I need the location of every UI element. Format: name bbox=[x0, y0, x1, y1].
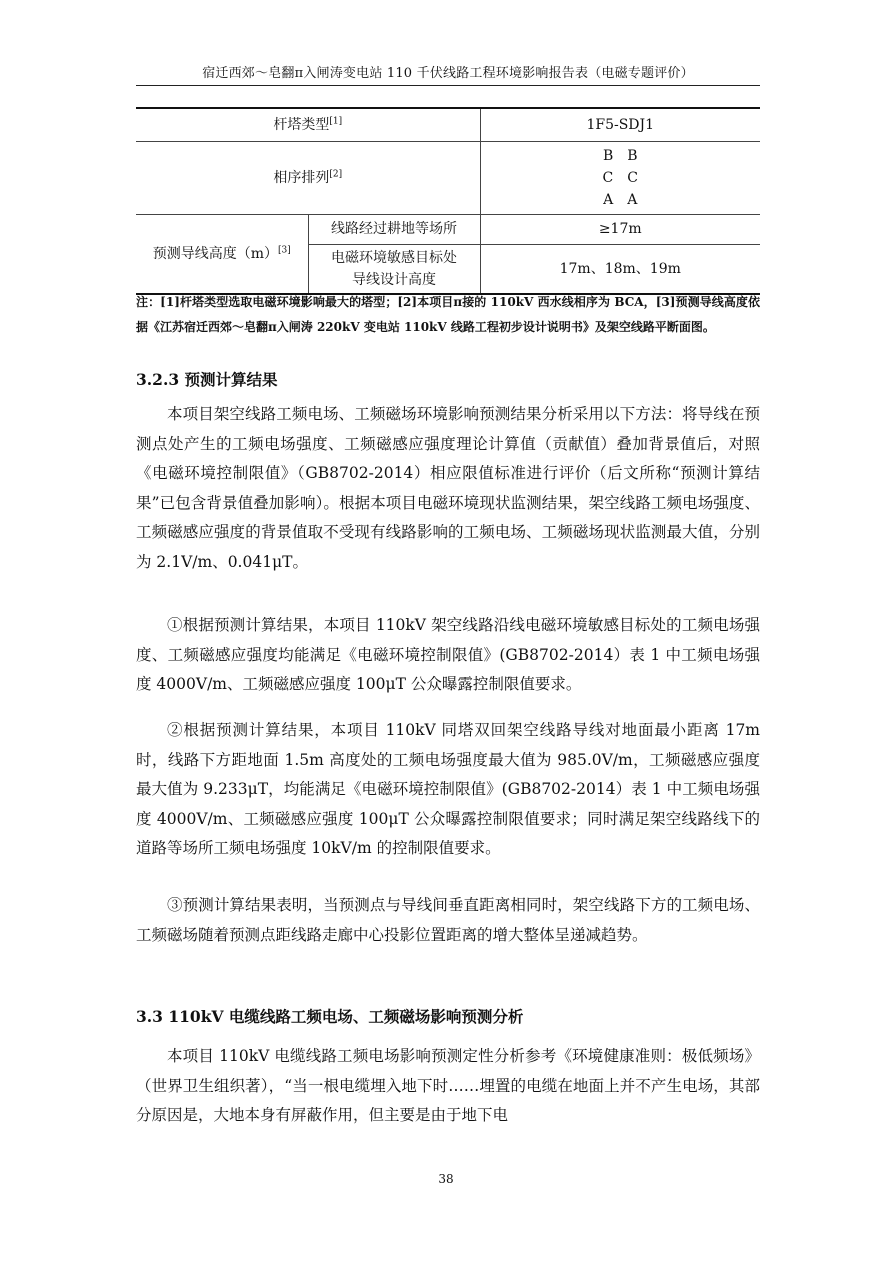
section-heading-3-2-3: 3.2.3 预测计算结果 bbox=[136, 370, 278, 389]
tower-type-label: 杆塔类型 bbox=[273, 116, 330, 133]
section-heading-3-3: 3.3 110kV 电缆线路工频电场、工频磁场影响预测分析 bbox=[136, 1007, 524, 1026]
table-row bbox=[136, 214, 760, 244]
table-row bbox=[136, 108, 760, 141]
conductor-height-label-cell bbox=[136, 214, 308, 294]
table-row bbox=[136, 141, 760, 214]
farmland-label: 线路经过耕地等场所 bbox=[308, 214, 480, 244]
page-header: 宿迁西郊～皂翻π入闸涛变电站 110 千伏线路工程环境影响报告表（电磁专题评价） bbox=[136, 62, 760, 86]
phase-row: A A bbox=[603, 191, 638, 208]
sensitive-target-value: 17m、18m、19m bbox=[480, 244, 760, 294]
tower-parameter-table bbox=[136, 107, 760, 295]
footnote-mark: [1] bbox=[329, 116, 343, 127]
phase-row: C C bbox=[602, 169, 638, 186]
sensitive-target-label bbox=[308, 244, 480, 294]
paragraph: ①根据预测计算结果，本项目 110kV 架空线路沿线电磁环境敏感目标处的工频电场强度、工频磁感应强度均能满足《电磁环境控制限值》(GB8702-2014）表 1 中工频电场强度 4000V/m、工频磁感应强度 100μT 公众曝露控制限值要求。 bbox=[136, 616, 760, 693]
footnote-mark: [2] bbox=[329, 168, 343, 179]
paragraph: ②根据预测计算结果，本项目 110kV 同塔双回架空线路导线对地面最小距离 17m 时，线路下方距地面 1.5m 高度处的工频电场强度最大值为 985.0V/m，工频磁感应强度最大值为 9.233μT，均能满足《电磁环境控制限值》(GB8702-2014）表 1 中工频电场强度 4000V/m、工频磁感应强度 100μT 公众曝露控制限值要求；同时满足架空线路线下的道路等场所工频电场强度 10kV/m 的控制限值要求。 bbox=[136, 721, 760, 857]
phase-row: B B bbox=[602, 147, 638, 164]
phase-sequence-value bbox=[480, 141, 760, 214]
tower-type-value: 1F5-SDJ1 bbox=[480, 108, 760, 141]
footnote-mark: [3] bbox=[278, 245, 291, 256]
label-line: 电磁环境敏感目标处 bbox=[331, 249, 457, 266]
paragraph: ③预测计算结果表明，当预测点与导线间垂直距离相同时，架空线路下方的工频电场、工频磁场随着预测点距线路走廊中心投影位置距离的增大整体呈递减趋势。 bbox=[136, 896, 760, 944]
tower-type-label-cell bbox=[136, 108, 480, 141]
phase-sequence-label: 相序排列 bbox=[273, 169, 330, 186]
conductor-height-label: 预测导线高度（m） bbox=[152, 245, 279, 262]
label-line: 导线设计高度 bbox=[352, 271, 436, 288]
page-number: 38 bbox=[438, 1172, 454, 1186]
farmland-value: ≥17m bbox=[480, 214, 760, 244]
paragraph: 本项目 110kV 电缆线路工频电场影响预测定性分析参考《环境健康准则：极低频场》（世界卫生组织著），“当一根电缆埋入地下时……埋置的电缆在地面上并不产生电场，其部分原因是，大地本身有屏蔽作用，但主要是由于地下电 bbox=[136, 1047, 760, 1124]
phase-sequence-label-cell bbox=[136, 141, 480, 214]
table-note: 注：[1]杆塔类型选取电磁环境影响最大的塔型；[2]本项目π接的 110kV 西水线相序为 BCA，[3]预测导线高度依据《江苏宿迁西郊～皂翻π入闸涛 220kV 变电站 110kV 线路工程初步设计说明书》及架空线路平断面图。 bbox=[136, 295, 760, 334]
paragraph: 本项目架空线路工频电场、工频磁场环境影响预测结果分析采用以下方法：将导线在预测点处产生的工频电场强度、工频磁感应强度理论计算值（贡献值）叠加背景值后，对照《电磁环境控制限值》（GB8702-2014）相应限值标准进行评价（后文所称“预测计算结果”已包含背景值叠加影响）。根据本项目电磁环境现状监测结果，架空线路工频电场强度、工频磁感应强度的背景值取不受现有线路影响的工频电场、工频磁场现状监测最大值，分别为 2.1V/m、0.041μT。 bbox=[136, 405, 760, 571]
